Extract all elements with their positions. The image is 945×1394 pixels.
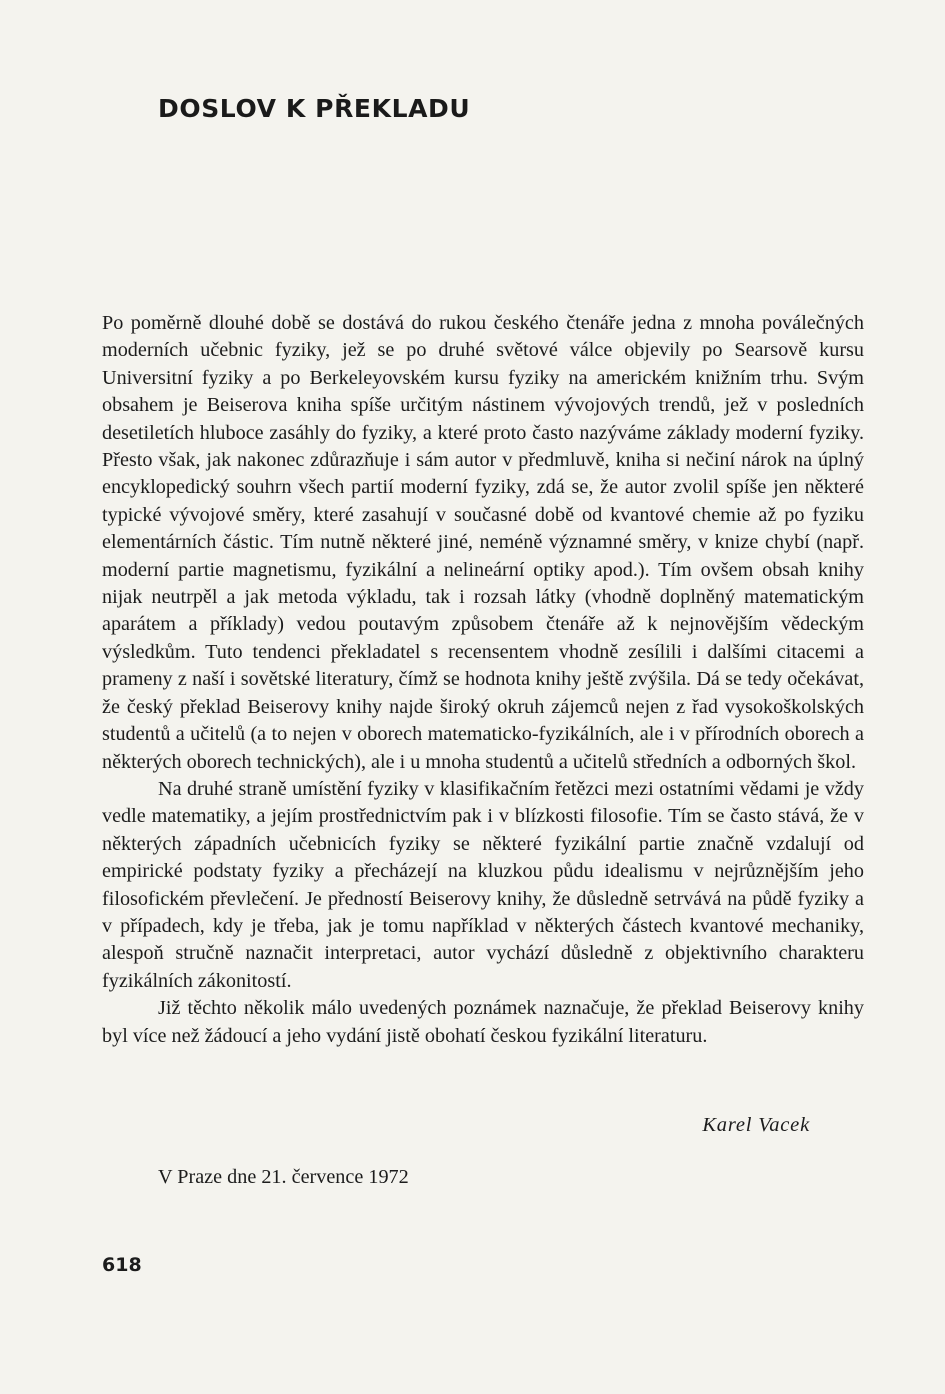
paragraph-3: Již těchto několik málo uvedených poznámek naznačuje, že překlad Beiserovy knihy byl více než žádoucí a jeho vydání jistě obohatí českou fyzikální literaturu. <box>102 997 864 1047</box>
paragraph-2: Na druhé straně umístění fyziky v klasifikačním řetězci mezi ostatními vědami je vždy vedle matematiky, a jejím prostřednictvím pak i v blízkosti filosofie. Tím se často stává, že v některých západních učebnicích fyziky se některé fyzikální partie značně vzdalují od empirické podstaty fyziky a přecházejí na kluzkou půdu idealismu v nejrůznějším jeho filosofickém převlečení. Je předností Beiserovy knihy, že důsledně setrvává na půdě fyziky a v případech, kdy je třeba, jak je tomu například v některých částech kvantové mechaniky, alespoň stručně naznačit interpretaci, autor vychází důsledně z objektivního charakteru fyzikálních zákonitostí. <box>102 777 864 992</box>
page-number: 618 <box>102 1254 142 1276</box>
body-text <box>102 310 864 1050</box>
page-title: DOSLOV K PŘEKLADU <box>158 94 471 123</box>
place-date: V Praze dne 21. července 1972 <box>158 1166 409 1188</box>
paragraph-1: Po poměrně dlouhé době se dostává do rukou českého čtenáře jedna z mnoha poválečných moderních učebnic fyziky, jež se po druhé světové válce objevily po Searsově kursu Universitní fyziky a po Berkeleyovském kursu fyziky na americkém knižním trhu. Svým obsahem je Beiserova kniha spíše určitým nástinem vývojových trendů, jež v posledních desetiletích hluboce zasáhly do fyziky, a které proto často nazýváme základy moderní fyziky. Přesto však, jak nakonec zdůrazňuje i sám autor v předmluvě, kniha si nečiní nárok na úplný encyklopedický souhrn všech partií moderní fyziky, zdá se, že autor zvolil spíše jen některé typické vývojové směry, které zasahují v současné době od kvantové chemie až po fyziku elementárních částic. Tím nutně některé jiné, neméně významné směry, v knize chybí (např. moderní partie magnetismu, fyzikální a nelineární optiky apod.). Tím ovšem obsah knihy nijak neutrpěl a jak metoda výkladu, tak i rozsah látky (vhodně doplněný matematickým aparátem a příklady) vedou poutavým způsobem čtenáře až k nejnovějším vědeckým výsledkům. Tuto tendenci překladatel s recensentem vhodně zesílili i dalšími citacemi a prameny z naší i sovětské literatury, čímž se hodnota knihy ještě zvýšila. Dá se tedy očekávat, že český překlad Beiserovy knihy najde široký okruh zájemců nejen z řad vysokoškolských studentů a učitelů (a to nejen v oborech matematicko-fyzikálních, ale i v přírodních oborech a některých oborech technických), ale i u mnoha studentů a učitelů středních a odborných škol. <box>102 312 864 773</box>
author-signature: Karel Vacek <box>702 1114 810 1136</box>
